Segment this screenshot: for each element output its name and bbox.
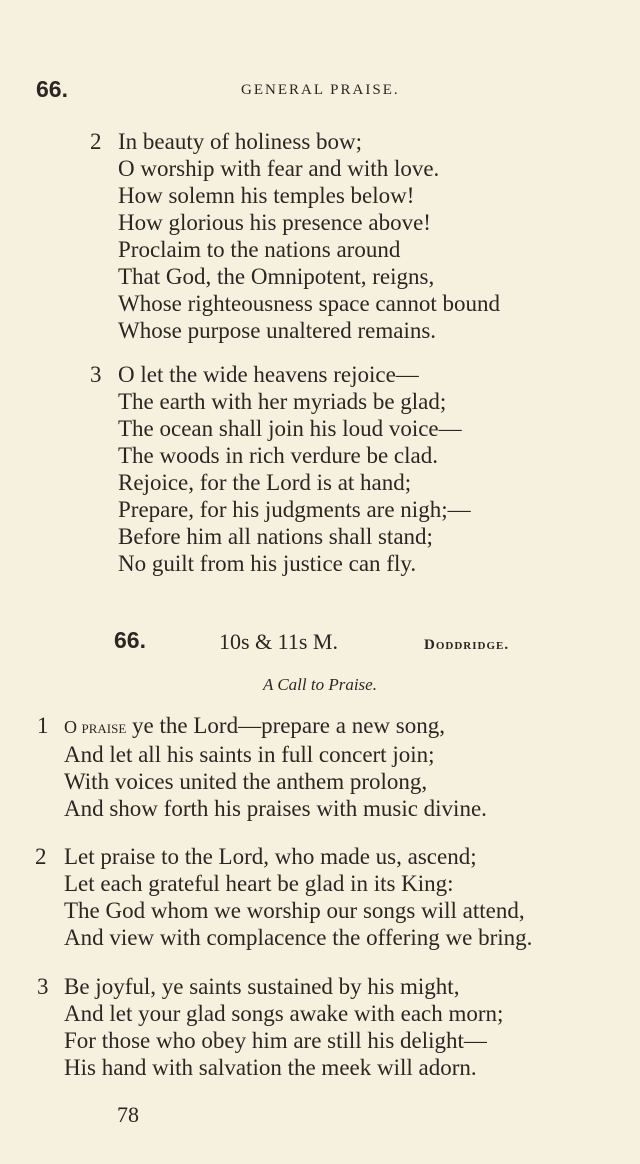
verse-line: How glorious his presence above! (118, 210, 431, 235)
stanza-number: 2 (90, 129, 102, 154)
stanza-number: 2 (35, 844, 47, 869)
hymn-subtitle: A Call to Praise. (263, 675, 377, 694)
verse-line: Be joyful, ye saints sustained by his might, (64, 974, 460, 999)
verse-line: The earth with her myriads be glad; (118, 389, 447, 414)
running-title: GENERAL PRAISE. (241, 82, 400, 98)
hymn-meter: 10s & 11s M. (219, 629, 338, 654)
verse-line: With voices united the anthem prolong, (64, 769, 428, 794)
verse-line: His hand with salvation the meek will adorn. (64, 1055, 477, 1080)
stanza-number: 1 (37, 713, 49, 738)
verse-line: Rejoice, for the Lord is at hand; (118, 470, 412, 495)
verse-line: No guilt from his justice can fly. (118, 551, 417, 576)
verse-line: Let praise to the Lord, who made us, ascend; (64, 844, 477, 869)
verse-line: In beauty of holiness bow; (118, 129, 363, 154)
verse-line (64, 712, 487, 741)
verse-line: The God whom we worship our songs will attend, (64, 898, 525, 923)
stanza-lines (118, 361, 471, 577)
verse-line-rest: ye the Lord—prepare a new song, (132, 713, 445, 738)
verse-line: Proclaim to the nations around (118, 237, 401, 262)
hymn-author: Doddridge. (424, 637, 510, 653)
verse-line: The ocean shall join his loud voice— (118, 416, 462, 441)
stanza-lines (64, 973, 503, 1081)
verse-line: For those who obey him are still his delight— (64, 1028, 487, 1053)
verse-line: How solemn his temples below! (118, 183, 415, 208)
verse-line: Whose righteousness space cannot bound (118, 291, 500, 316)
verse-line: Before him all nations shall stand; (118, 524, 433, 549)
stanza-number: 3 (90, 362, 102, 387)
hymn-number: 66. (114, 627, 146, 653)
hymn-heading (0, 627, 640, 661)
verse-line: O let the wide heavens rejoice— (118, 362, 419, 387)
verse-line: And view with complacence the offering we bring. (64, 925, 533, 950)
stanza-lines (118, 128, 500, 344)
header-hymn-number: 66. (36, 76, 68, 102)
verse-line: That God, the Omnipotent, reigns, (118, 264, 435, 289)
verse-line: And let your glad songs awake with each morn; (64, 1001, 504, 1026)
opening-words: O praise (64, 717, 127, 737)
verse-line: And show forth his praises with music divine. (64, 796, 487, 821)
verse-line: Prepare, for his judgments are nigh;— (118, 497, 471, 522)
verse-line: And let all his saints in full concert join; (64, 742, 435, 767)
verse-line: Let each grateful heart be glad in its King: (64, 871, 454, 896)
stanza-lines (64, 712, 487, 822)
stanza-number: 3 (37, 974, 49, 999)
verse-line: Whose purpose unaltered remains. (118, 318, 437, 343)
verse-line: The woods in rich verdure be clad. (118, 443, 438, 468)
verse-line: O worship with fear and with love. (118, 156, 440, 181)
stanza-lines (64, 843, 532, 951)
page-number: 78 (117, 1102, 139, 1127)
